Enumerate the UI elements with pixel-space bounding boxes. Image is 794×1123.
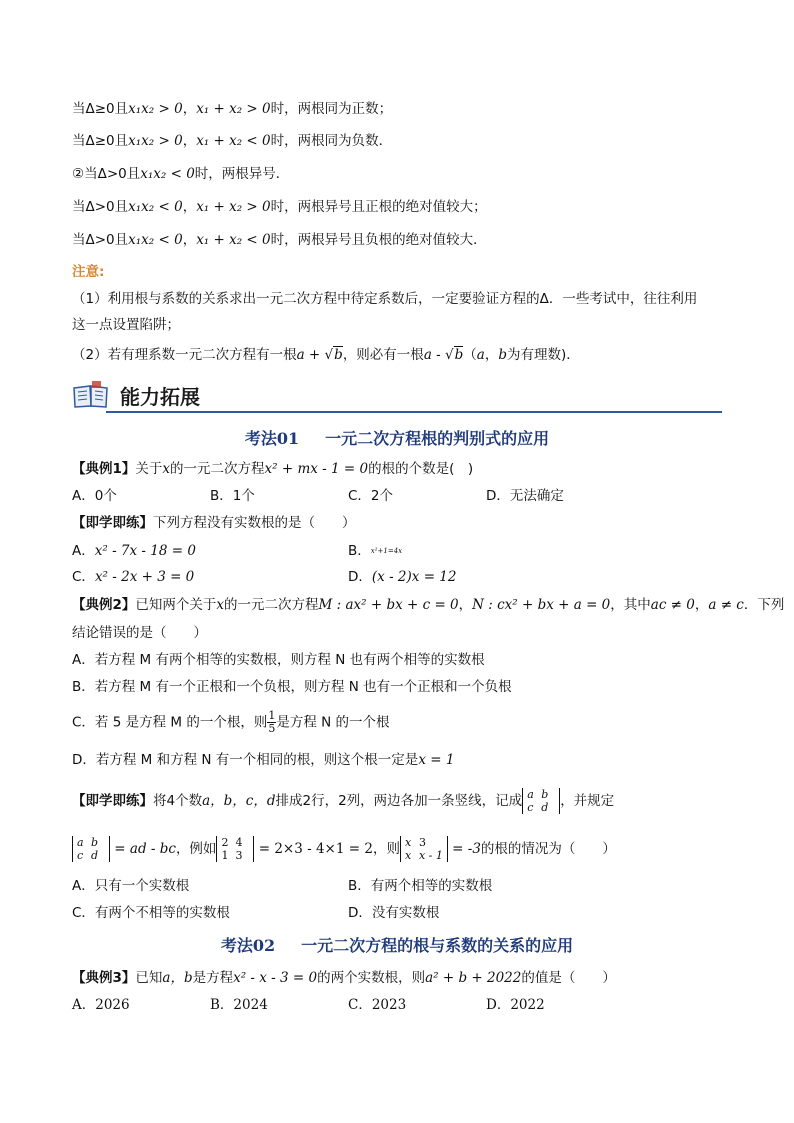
option-b[interactable]: B．有两个相等的实数根 (348, 878, 493, 894)
option-d[interactable]: D．无法确定 (486, 488, 564, 504)
method-1-heading: 考法01 一元二次方程根的判别式的应用 (244, 429, 550, 448)
section-title: 能力拓展 (120, 385, 200, 409)
intro-line-3: ②当Δ>0且x₁x₂ < 0时，两根异号． (72, 166, 290, 182)
intro-line-1: 当Δ≥0且x₁x₂ > 0，x₁ + x₂ > 0时，两根同为正数； (72, 101, 393, 117)
note-2: （2）若有理系数一元二次方程有一根a + √b，则必有一根a - √b（a，b为有理数)． (72, 347, 580, 363)
math-expr: x₁x₂ > 0 (128, 101, 183, 117)
note-1b: 这一点设置陷阱； (72, 317, 180, 333)
determinant-problem: x 3 x x - 1 (400, 836, 448, 862)
option-b[interactable]: B．x²+1=4x (348, 543, 403, 559)
open-book-icon (72, 380, 110, 410)
option-c[interactable]: C．2个 (348, 488, 394, 504)
option-d[interactable]: D．2022 (486, 997, 545, 1013)
option-a[interactable]: A．若方程 M 有两个相等的实数根，则方程 N 也有两个相等的实数根 (72, 652, 485, 668)
text: 当Δ≥0且 (72, 101, 129, 117)
option-c[interactable]: C．有两个不相等的实数根 (72, 905, 230, 921)
option-c[interactable]: C．2023 (348, 997, 407, 1013)
section-rule (106, 411, 722, 413)
note-label: 注意: (72, 264, 105, 280)
math-expr: x₁ + x₂ > 0 (196, 101, 271, 117)
option-a[interactable]: A．x² - 7x - 18 = 0 (72, 543, 196, 559)
option-d[interactable]: D．若方程 M 和方程 N 有一个相同的根，则这个根一定是x = 1 (72, 752, 455, 768)
option-c[interactable]: C．若 5 是方程 M 的一个根，则 $\frac{1}{5}$ 是方程 N 的一个根 (72, 709, 390, 735)
example-1-question: 【典例1】关于x的一元二次方程x² + mx - 1 = 0的根的个数是( ) (72, 461, 474, 477)
option-a[interactable]: A．只有一个实数根 (72, 878, 190, 894)
intro-line-4: 当Δ>0且x₁x₂ < 0，x₁ + x₂ > 0时，两根异号且正根的绝对值较大； (72, 199, 487, 215)
determinant-example: 2 4 1 3 (216, 836, 254, 862)
method-2-heading: 考法02 一元二次方程的根与系数的关系的应用 (220, 936, 574, 955)
example-3-question: 【典例3】已知a，b是方程x² - x - 3 = 0的两个实数根，则a² + b + 2022的值是（ ） (72, 970, 616, 986)
practice-2-definition: a b c d = ad - bc，例如 2 4 1 3 = 2×3 - 4×1 = 2，则 x 3 x x - 1 = -3的根的情况为（ ） (72, 836, 616, 862)
section-header (72, 378, 722, 414)
option-b[interactable]: B．1个 (210, 488, 255, 504)
option-a[interactable]: A．2026 (72, 997, 130, 1013)
practice-2-question: 【即学即练】将4个数a，b，c，d排成2行，2列，两边各加一条竖线，记成 a b c d ，并规定 (72, 788, 615, 814)
note-1a: （1）利用根与系数的关系求出一元二次方程中待定系数后，一定要验证方程的Δ．一些考试中，往往利用 (72, 291, 698, 307)
option-a[interactable]: A．0个 (72, 488, 117, 504)
intro-line-5: 当Δ>0且x₁x₂ < 0，x₁ + x₂ < 0时，两根异号且负根的绝对值较大． (72, 232, 487, 248)
example-2-question-cont: 结论错误的是（ ） (72, 625, 207, 641)
determinant-def: a b c d (72, 836, 110, 862)
intro-line-2: 当Δ≥0且x₁x₂ > 0，x₁ + x₂ < 0时，两根同为负数． (72, 133, 393, 149)
option-c[interactable]: C．x² - 2x + 3 = 0 (72, 569, 195, 585)
option-b[interactable]: B．2024 (210, 997, 268, 1013)
practice-1-question: 【即学即练】下列方程没有实数根的是（ ） (72, 515, 356, 531)
fraction: $\frac{1}{5}$ (268, 709, 276, 735)
option-d[interactable]: D．(x - 2)x = 12 (348, 569, 457, 585)
determinant-notation: a b c d (522, 788, 560, 814)
example-2-question: 【典例2】已知两个关于x的一元二次方程M : ax² + bx + c = 0，N : cx² + bx + a = 0，其中ac ≠ 0，a ≠ c．下列 (72, 597, 785, 613)
option-b[interactable]: B．若方程 M 有一个正根和一个负根，则方程 N 也有一个正根和一个负根 (72, 679, 512, 695)
option-d[interactable]: D．没有实数根 (348, 905, 440, 921)
